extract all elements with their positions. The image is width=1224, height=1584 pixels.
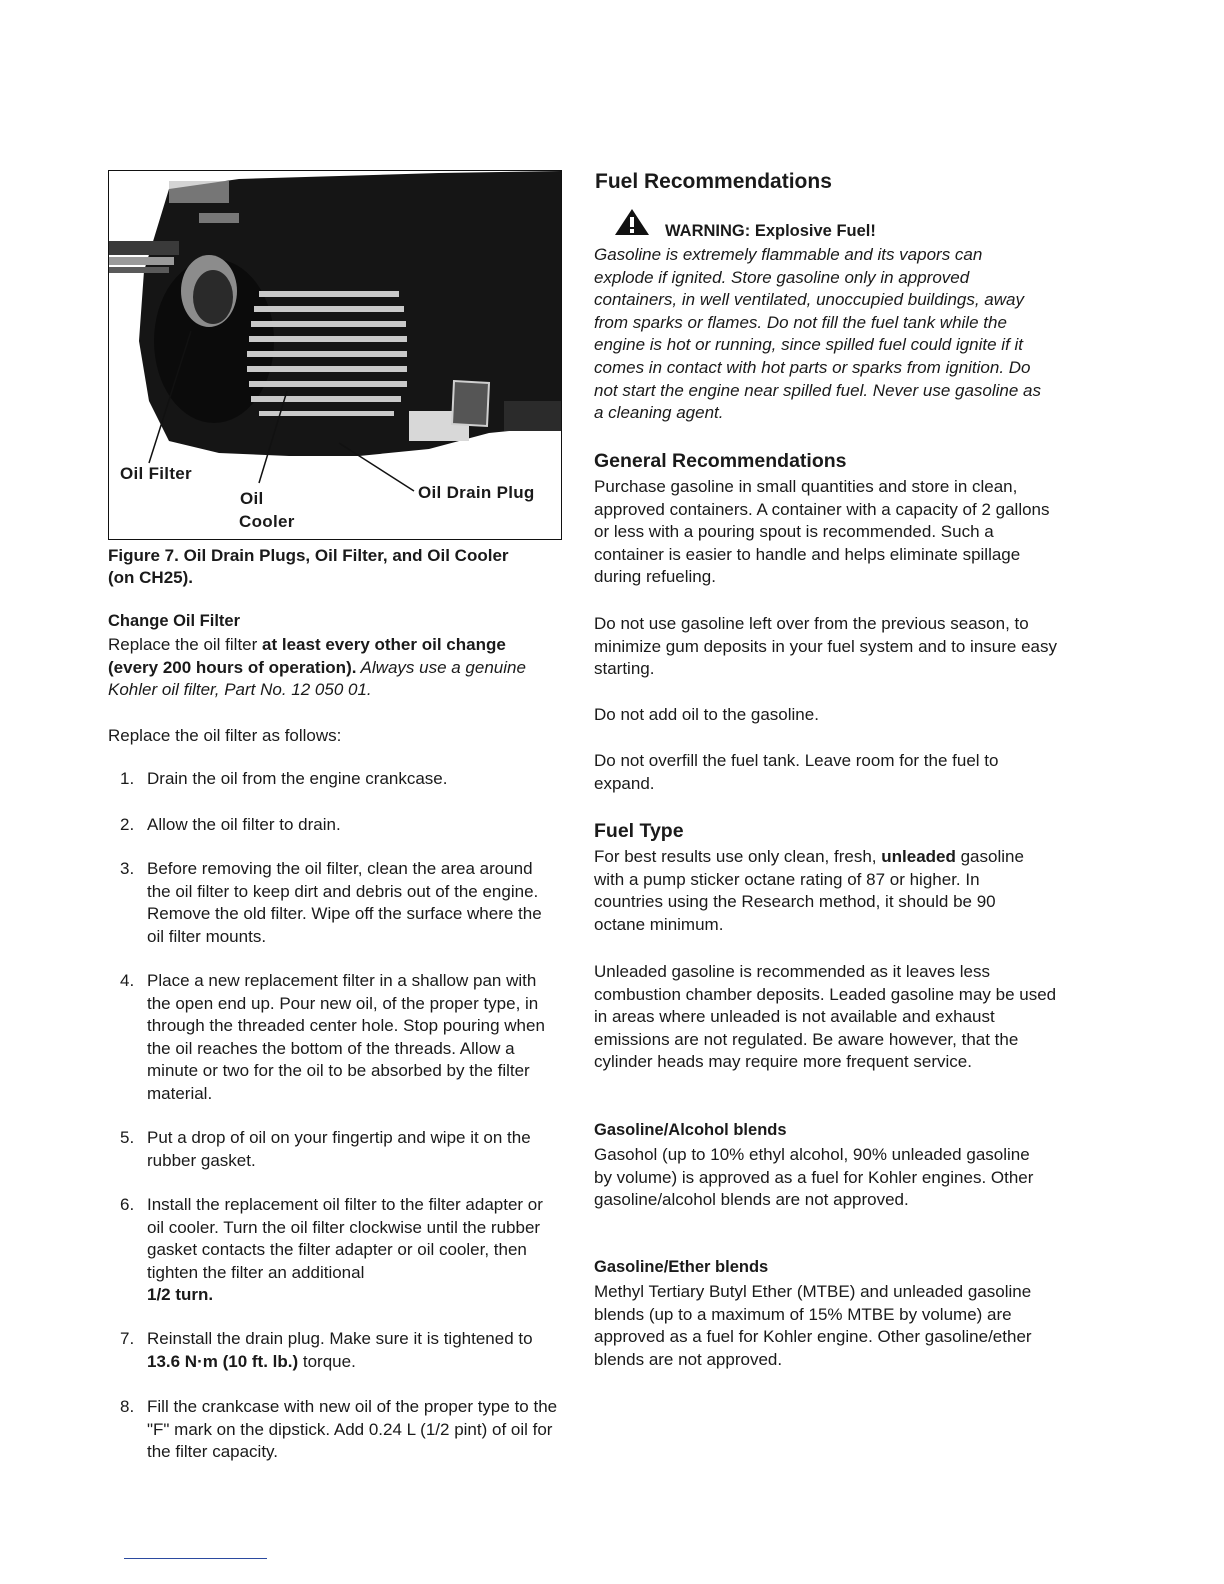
- step-text: Before removing the oil filter, clean the area around the oil filter to keep dirt and debris out of the engine. Remove the old filter. Wipe off the surface where the oil filter mounts.: [147, 859, 542, 946]
- replace-lead: Replace the oil filter as follows:: [108, 726, 342, 745]
- callout-oil-filter: Oil Filter: [120, 464, 192, 483]
- fuel-type-paragraph-1: [594, 846, 1024, 936]
- general-paragraph-1: Purchase gasoline in small quantities and store in clean, approved containers. A container with a capacity of 2 gallons or less with a pouring spout is recommended. Such a container is easier to handle and helps eliminate spillage during refueling.: [594, 477, 1050, 587]
- warning-icon: [614, 208, 650, 236]
- step-text: [147, 1328, 567, 1373]
- warning-text: Gasoline is extremely flammable and its vapors can explode if ignited. Store gasoline only in approved containers, in well ventilated, unoccupied buildings, away from sparks or flames. Do not fill the fuel tank while the engine is hot or running, since spilled fuel could ignite if it comes in contact with hot parts or sparks from ignition. Do not start the engine near spilled fuel. Never use gasoline as a cleaning agent.: [594, 245, 1041, 423]
- fuel-type-text-a: For best results use only clean, fresh,: [594, 847, 882, 866]
- caption-line-2: (on CH25).: [108, 568, 193, 587]
- footer-rule: [124, 1558, 267, 1559]
- step-text: [147, 1194, 557, 1307]
- intro-bold: at least every other oil change (every 200 hours of operation).: [108, 635, 506, 677]
- alcohol-blends-text: Gasohol (up to 10% ethyl alcohol, 90% unleaded gasoline by volume) is approved as a fuel for Kohler engines. Other gasoline/alcohol blends are not approved.: [594, 1145, 1034, 1210]
- intro-italic: Always use a genuine Kohler oil filter, Part No. 12 050 01.: [108, 657, 526, 700]
- general-paragraph-3: Do not add oil to the gasoline.: [594, 705, 819, 724]
- step-number: 4.: [120, 971, 135, 990]
- step-7-text: Reinstall the drain plug. Make sure it is tightened to: [147, 1329, 533, 1348]
- step-number: 6.: [120, 1195, 135, 1214]
- step-text: Drain the oil from the engine crankcase.: [147, 769, 448, 788]
- step-7-tail: torque.: [298, 1351, 356, 1371]
- general-paragraph-4: Do not overfill the fuel tank. Leave room for the fuel to expand.: [594, 751, 999, 793]
- general-recommendations-heading: General Recommendations: [594, 450, 847, 472]
- step-7-bold: 13.6 N·m (10 ft. lb.): [147, 1351, 299, 1371]
- change-oil-filter-intro: [108, 634, 558, 702]
- step-number: 1.: [120, 769, 135, 788]
- engine-figure: [108, 170, 562, 540]
- fuel-recommendations-heading: Fuel Recommendations: [595, 170, 832, 193]
- step-number: 7.: [120, 1329, 135, 1348]
- callout-oil: Oil: [240, 489, 264, 508]
- ether-blends-text: Methyl Tertiary Butyl Ether (MTBE) and unleaded gasoline blends (up to a maximum of 15% MTBE by volume) are approved as a fuel for Kohler engine. Other gasoline/ether blends are not approved.: [594, 1282, 1032, 1369]
- ether-blends-heading: Gasoline/Ether blends: [594, 1258, 769, 1276]
- step-6-text: Install the replacement oil filter to the filter adapter or oil cooler. Turn the oil filter clockwise until the rubber gasket contacts the filter adapter or oil cooler, then tighten the filter an additional: [147, 1195, 543, 1282]
- step-text: Put a drop of oil on your fingertip and wipe it on the rubber gasket.: [147, 1128, 531, 1170]
- step-number: 3.: [120, 859, 135, 878]
- step-number: 2.: [120, 815, 135, 834]
- step-text: Fill the crankcase with new oil of the proper type to the "F" mark on the dipstick. Add 0.24 L (1/2 pint) of oil for the filter capacity.: [147, 1397, 558, 1462]
- fuel-type-bold: unleaded: [881, 847, 956, 866]
- step-6-bold: 1/2 turn.: [147, 1285, 214, 1305]
- warning-title: WARNING: Explosive Fuel!: [665, 222, 876, 240]
- callout-oil-drain-plug: Oil Drain Plug: [418, 483, 535, 502]
- general-paragraph-2: Do not use gasoline left over from the previous season, to minimize gum deposits in your fuel system and to insure easy starting.: [594, 614, 1057, 679]
- callout-cooler: Cooler: [239, 512, 295, 531]
- step-text: Allow the oil filter to drain.: [147, 815, 341, 834]
- caption-line-1: Figure 7. Oil Drain Plugs, Oil Filter, and Oil Cooler: [108, 546, 509, 565]
- fuel-type-paragraph-2: Unleaded gasoline is recommended as it leaves less combustion chamber deposits. Leaded gasoline may be used in areas where unleaded is not available and exhaust emissions are not regulated. Be aware however, that the cylinder heads may require more frequent service.: [594, 962, 1057, 1072]
- step-text: Place a new replacement filter in a shallow pan with the open end up. Pour new oil, of the proper type, in through the threaded center hole. Stop pouring when the oil reaches the bottom of the threads. Allow a minute or two for the oil to be absorbed by the filter material.: [147, 971, 545, 1103]
- fuel-type-heading: Fuel Type: [594, 820, 684, 842]
- engine-photo: [109, 171, 561, 471]
- change-oil-filter-heading: Change Oil Filter: [108, 612, 241, 630]
- step-number: 8.: [120, 1397, 135, 1416]
- intro-plain: Replace the oil filter: [108, 635, 263, 654]
- fuel-type-text-c: gasoline with a pump sticker octane rating of 87 or higher. In countries using the Research method, it should be 90 octane minimum.: [594, 847, 1024, 934]
- step-number: 5.: [120, 1128, 135, 1147]
- figure-caption: [108, 545, 578, 589]
- alcohol-blends-heading: Gasoline/Alcohol blends: [594, 1121, 787, 1139]
